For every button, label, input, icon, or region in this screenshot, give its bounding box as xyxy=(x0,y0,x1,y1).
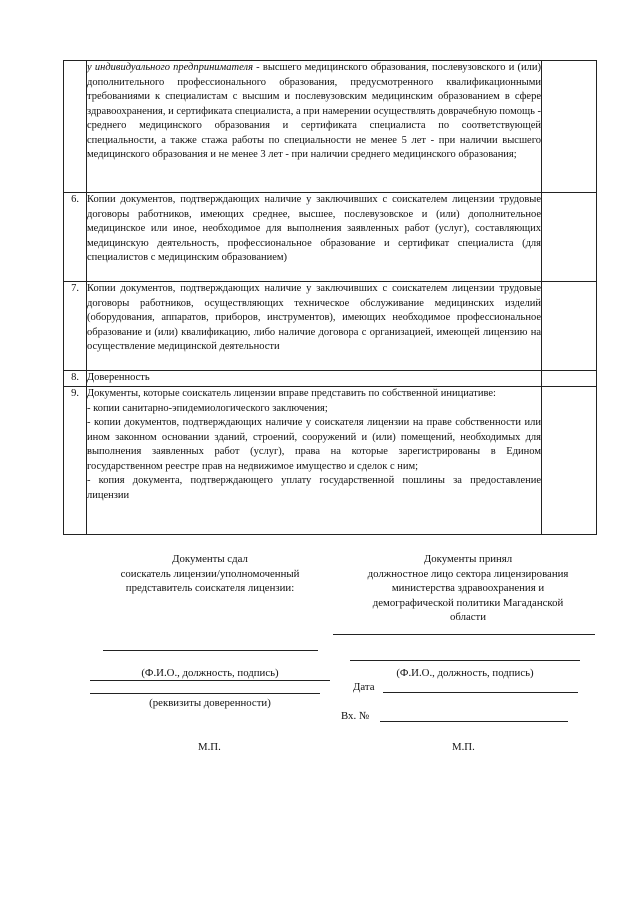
right-heading-line2: должностное лицо сектора лицензирования xyxy=(367,567,569,580)
row-number: 8. xyxy=(64,371,87,387)
right-official-line[interactable] xyxy=(333,634,595,635)
left-signature-heading xyxy=(90,552,330,596)
left-heading-line2: соискатель лицензии/уполномоченный xyxy=(120,567,300,580)
documents-table xyxy=(63,60,597,535)
right-incoming-line[interactable] xyxy=(380,721,568,722)
row-mark-cell xyxy=(542,282,597,371)
table-row xyxy=(64,61,597,193)
right-stamp-label: М.П. xyxy=(452,741,475,753)
right-heading-line5: области xyxy=(449,611,487,623)
row-mark-cell xyxy=(542,193,597,282)
row-text-body: - высшего медицинского образования, послевузовского и (или) дополнительного профессионального образования, предусмотренного квалификационными требованиями к специалистам с высшим и послевузовским медицинским образованием в сфере здравоохранения, и сертификата специалиста, а при намерении осуществлять доврачебную помощь - среднего медицинского образования и сертификата специалиста по соответствующей специальности, а также стажа работы по специальности не менее 5 лет - при наличии высшего медицинского образования и не менее 3 лет - при наличии среднего медицинского образования; xyxy=(87,62,541,160)
row-mark-cell xyxy=(542,371,597,387)
row-number: 9. xyxy=(64,387,87,535)
left-proxy-label: (реквизиты доверенности) xyxy=(149,697,271,709)
left-signature-line[interactable] xyxy=(103,650,318,651)
right-incoming-label: Вх. № xyxy=(341,710,370,722)
right-date-line[interactable] xyxy=(383,692,578,693)
row-text: Копии документов, подтверждающих наличие у заключивших с соискателем лицензии трудовые договоры работников, имеющих среднее, высшее, послевузовское и (или) дополнительное медицинское или иное, необходимое для выполнения заявленных работ (услуг), составляющих медицинскую деятельность, профессиональное образование и сертификат специалиста (для специалистов с медицинским образованием) xyxy=(87,193,542,282)
table-row xyxy=(64,282,597,371)
left-stamp-label: М.П. xyxy=(198,741,221,753)
row-number xyxy=(64,61,87,193)
right-heading-line4: демографической политики Магаданской xyxy=(372,596,564,609)
left-proxy-line[interactable] xyxy=(90,693,320,694)
right-date-label: Дата xyxy=(353,681,375,693)
row-paragraph: - копии документов, подтверждающих наличие у соискателя лицензии на праве собственности или ином законном основании зданий, строений, сооружений и (или) помещений, необходимых для выполнения заявленных работ (услуг), права на которые зарегистрированы в Едином государственном реестре прав на недвижимое имущество и сделок с ним; xyxy=(87,417,541,472)
right-fio-label: (Ф.И.О., должность, подпись) xyxy=(396,667,534,679)
right-signature-line[interactable] xyxy=(350,660,580,661)
right-heading-line3: министерства здравоохранения и xyxy=(391,582,545,594)
row-paragraph: Документы, которые соискатель лицензии вправе представить по собственной инициативе: xyxy=(87,388,496,399)
row-paragraph: - копия документа, подтверждающего уплату государственной пошлины за предоставление лицензии xyxy=(87,475,541,501)
row-text: Копии документов, подтверждающих наличие у заключивших с соискателем лицензии трудовые договоры работников, осуществляющих техническое обслуживание медицинских изделий (оборудования, аппаратов, приборов, инструментов), имеющих необходимое профессиональное образование и (или) квалификацию, либо наличие договора с организацией, имеющей лицензию на осуществление медицинской деятельности xyxy=(87,282,542,371)
row-text xyxy=(87,387,542,535)
row-paragraph: - копии санитарно-эпидемиологического заключения; xyxy=(87,402,328,414)
left-fio-underline xyxy=(90,680,330,681)
left-heading-line1: Документы сдал xyxy=(172,553,248,565)
row-text xyxy=(87,61,542,193)
row-text: Доверенность xyxy=(87,371,542,387)
table-row xyxy=(64,193,597,282)
row-number: 7. xyxy=(64,282,87,371)
row-number: 6. xyxy=(64,193,87,282)
row-mark-cell xyxy=(542,387,597,535)
row-mark-cell xyxy=(542,61,597,193)
right-heading-line1: Документы принял xyxy=(423,553,513,565)
left-heading-line3: представитель соискателя лицензии: xyxy=(125,582,295,594)
table-row xyxy=(64,387,597,535)
row-lead-italic: у индивидуального предпринимателя xyxy=(87,62,253,73)
left-fio-label: (Ф.И.О., должность, подпись) xyxy=(141,667,279,679)
table-row xyxy=(64,371,597,387)
right-signature-heading xyxy=(333,552,603,625)
